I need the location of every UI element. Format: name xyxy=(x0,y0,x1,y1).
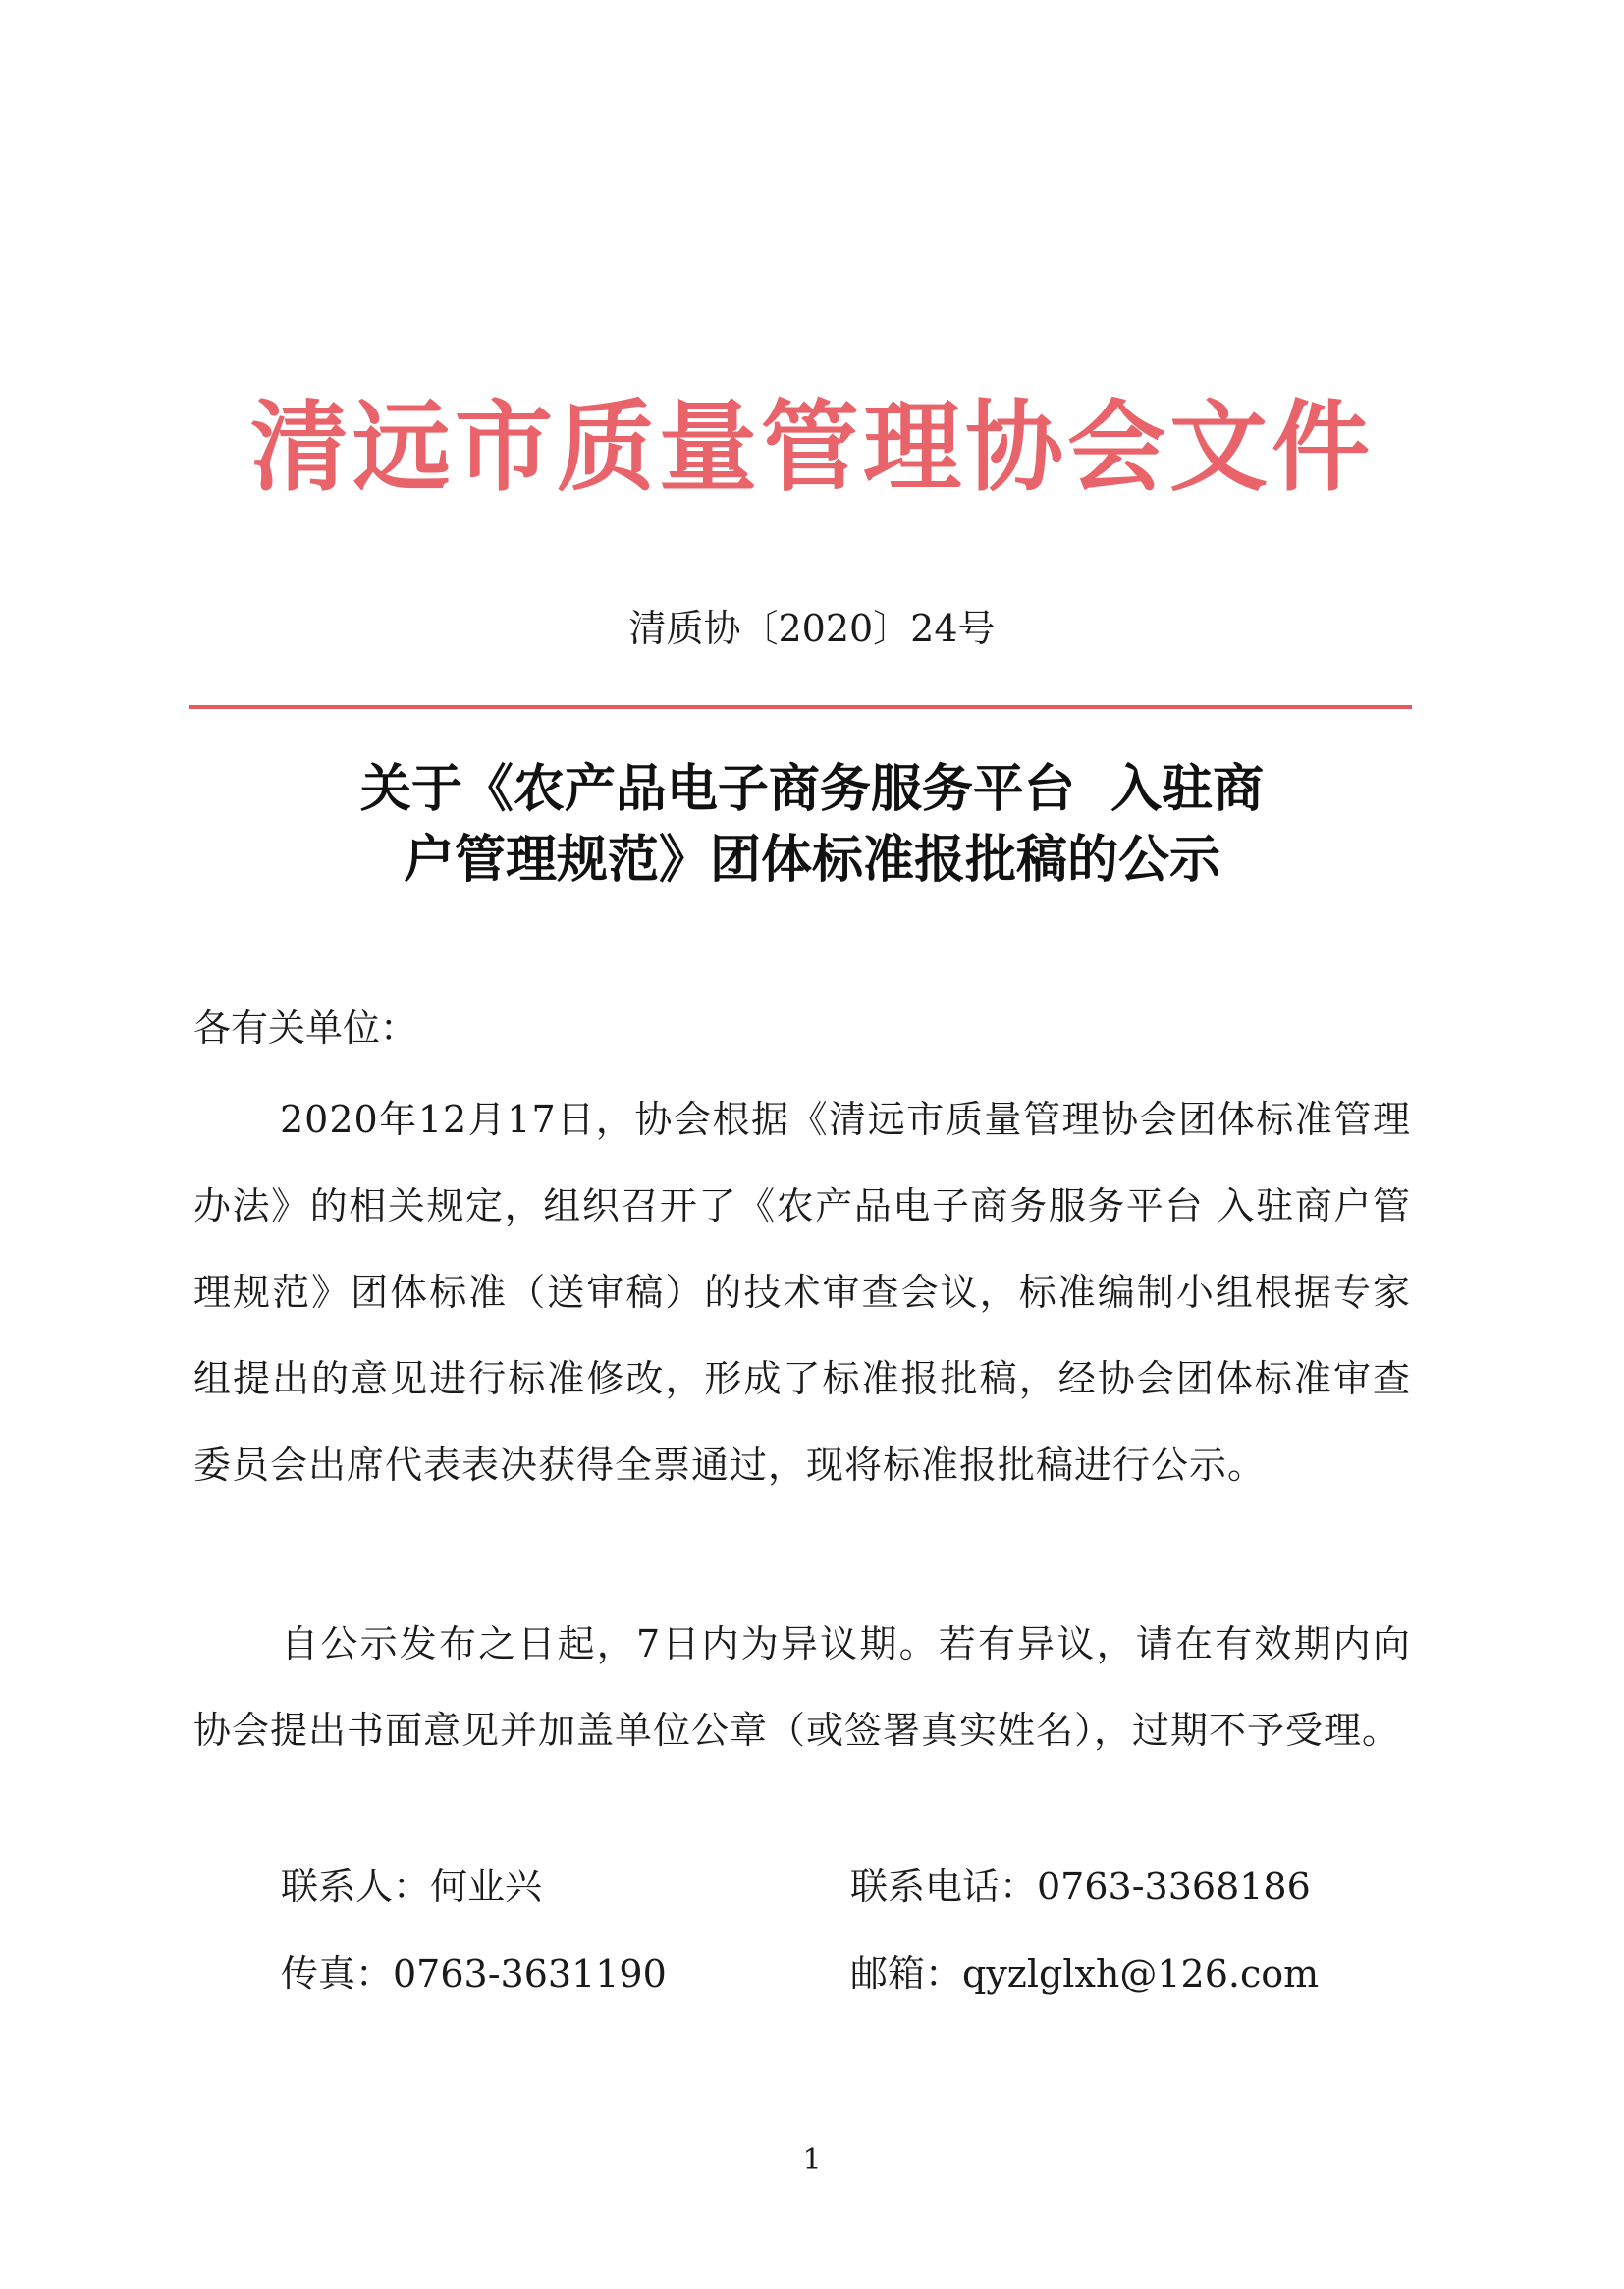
red-divider-rule xyxy=(189,705,1412,709)
body-paragraph-2-text: 自公示发布之日起，7日内为异议期。若有异议，请在有效期内向协会提出书面意见并加盖单位公章（或签署真实姓名），过期不予受理。 xyxy=(193,1622,1411,1752)
contact-email: 邮箱：qyzlglxh@126.com xyxy=(850,1952,1320,1995)
notice-title-line-2: 户管理规范》团体标准报批稿的公示 xyxy=(403,831,1220,890)
notice-title-line-1: 关于《农产品电子商务服务平台 入驻商 xyxy=(359,760,1265,819)
body-paragraph-1-text: 2020年12月17日，协会根据《清远市质量管理协会团体标准管理办法》的相关规定，组织召开了《农产品电子商务服务平台 入驻商户管理规范》团体标准（送审稿）的技术审查会议，标准编制小组根据专家组提出的意见进行标准修改，形成了标准报批稿，经协会团体标准审查委员会出席代表表决获得全票通过，现将标准报批稿进行公示。 xyxy=(193,1098,1411,1487)
body-paragraph-2 xyxy=(193,1601,1411,1773)
salutation: 各有关单位： xyxy=(193,1007,418,1050)
issuer-header-title: 清远市质量管理协会文件 xyxy=(250,389,1374,505)
page-number: 1 xyxy=(802,2143,822,2177)
contact-phone: 联系电话：0763-3368186 xyxy=(850,1865,1311,1908)
notice-title xyxy=(157,754,1467,896)
contact-fax: 传真：0763-3631190 xyxy=(281,1952,667,1995)
document-number: 清质协〔2020〕24号 xyxy=(628,607,996,650)
body-paragraph-1 xyxy=(193,1076,1411,1508)
contact-person: 联系人：何业兴 xyxy=(281,1865,543,1908)
